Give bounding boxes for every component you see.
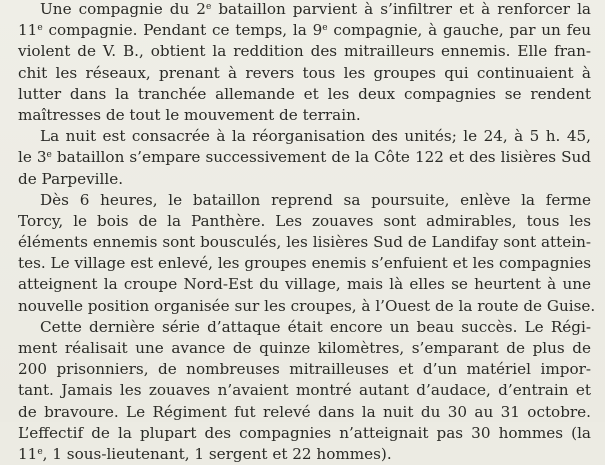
- text-run: 11: [18, 21, 38, 40]
- text-run: bataillon parvient à s’infiltrer et à renforcer la: [211, 0, 591, 18]
- text-line: [18, 0, 591, 20]
- text-line: [18, 296, 596, 317]
- text-run: maîtresses de tout le mouvement de terrain.: [18, 105, 361, 124]
- text-run: lutter dans la tranchée allemande et les deux compagnies se rendent: [18, 84, 591, 103]
- superscript: e: [37, 446, 43, 457]
- text-line: [18, 317, 591, 338]
- text-line: [18, 63, 591, 84]
- text-run: atteignent la croupe Nord-Est du village, mais là elles se heurtent à une: [18, 275, 591, 294]
- text-block: [18, 0, 596, 465]
- text-run: bataillon s’empare successivement de la Côte 122 et des lisières Sud: [51, 148, 591, 167]
- text-run: 200 prisonniers, de nombreuses mitrailleuses et d’un matériel impor-: [18, 360, 591, 379]
- text-line: [18, 105, 591, 126]
- text-line: [18, 380, 591, 401]
- text-run: le 3: [18, 148, 47, 167]
- text-line: [18, 444, 591, 465]
- text-run: L’effectif de la plupart des compagnies n’atteignait pas 30 hommes (la: [18, 423, 591, 442]
- text-line: [18, 20, 591, 41]
- superscript: e: [37, 23, 43, 34]
- text-run: ment réalisait une avance de quinze kilomètres, s’emparant de plus de: [18, 339, 591, 357]
- text-run: , 1 sous-lieutenant, 1 sergent et 22 hommes).: [42, 444, 392, 463]
- text-line: [18, 211, 591, 232]
- text-line: [18, 41, 591, 62]
- text-line: [18, 402, 591, 423]
- text-run: nouvelle position organisée sur les croupes, à l’Ouest de la route de Guise.: [18, 296, 596, 315]
- text-run: 11: [18, 444, 38, 463]
- text-line: [18, 84, 591, 105]
- text-line: [18, 147, 591, 168]
- superscript: e: [205, 2, 212, 12]
- superscript: e: [46, 150, 52, 161]
- text-line: [18, 274, 591, 295]
- text-line: [18, 359, 591, 380]
- text-line: [18, 253, 591, 274]
- text-run: compagnie, à gauche, par un feu: [327, 21, 591, 40]
- text-line: [18, 190, 591, 211]
- superscript: e: [322, 23, 328, 34]
- text-run: compagnie. Pendant ce temps, la 9: [42, 21, 323, 40]
- text-run: violent de V. B., obtient la reddition des mitrailleurs ennemis. Elle fran-: [18, 42, 591, 61]
- text-run: chit les réseaux, prenant à revers tous les groupes qui continuaient à: [18, 63, 591, 82]
- text-run: éléments ennemis sont bousculés, les lisières Sud de Landifay sont attein-: [18, 233, 591, 252]
- text-run: Torcy, le bois de la Panthère. Les zouaves sont admirables, tous les: [18, 211, 591, 230]
- text-run: Une compagnie du 2: [40, 0, 206, 18]
- text-run: La nuit est consacrée à la réorganisation des unités; le 24, à 5 h. 45,: [40, 127, 591, 146]
- text-run: Cette dernière série d’attaque était encore un beau succès. Le Régi-: [40, 317, 591, 336]
- text-line: [18, 169, 591, 190]
- text-line: [18, 338, 591, 359]
- text-run: Dès 6 heures, le bataillon reprend sa poursuite, enlève la ferme: [40, 190, 591, 209]
- text-line: [18, 232, 591, 253]
- text-run: de bravoure. Le Régiment fut relevé dans la nuit du 30 au 31 octobre.: [18, 402, 591, 421]
- text-line: [18, 423, 591, 444]
- text-run: tes. Le village est enlevé, les groupes enemis s’enfuient et les compagnies: [18, 254, 591, 273]
- text-line: [18, 126, 591, 147]
- text-run: de Parpeville.: [18, 169, 124, 188]
- text-run: tant. Jamais les zouaves n’avaient montré autant d’audace, d’entrain et: [18, 381, 591, 400]
